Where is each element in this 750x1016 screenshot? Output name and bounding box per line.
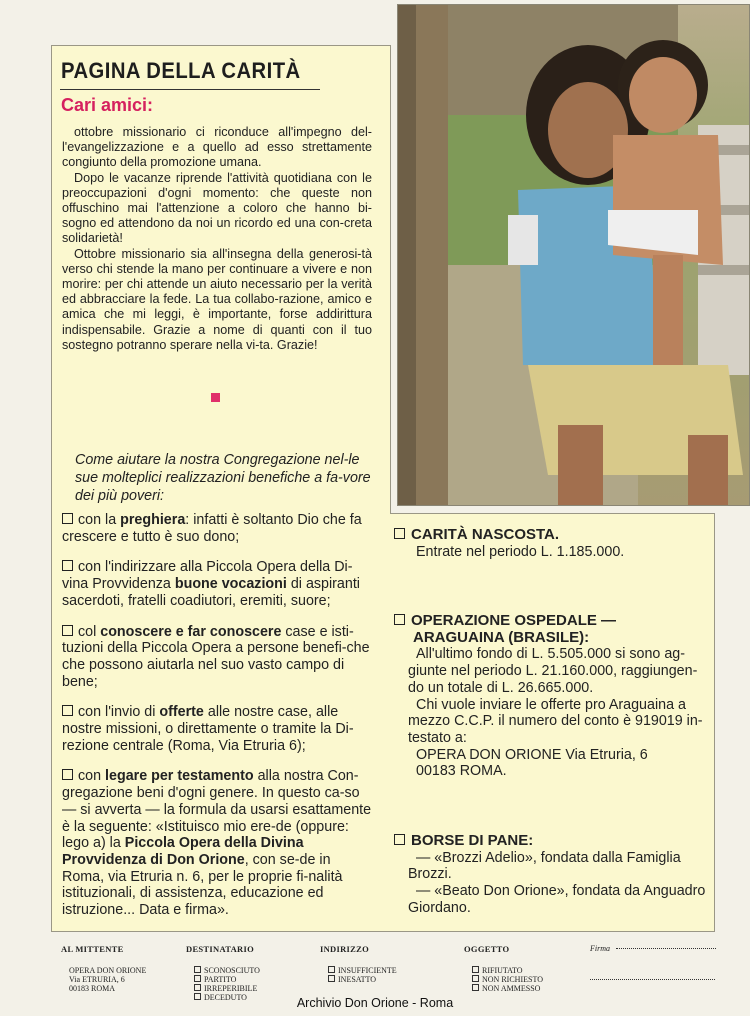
item-bold: legare per testamento (105, 768, 254, 785)
checkbox-icon (394, 528, 405, 539)
address-line: 00183 ROMA. (416, 763, 507, 780)
checkbox-icon (194, 966, 201, 973)
item-text: con l'invio di (78, 704, 160, 721)
footer-line: INESATTO (338, 975, 377, 984)
footer-line: 00183 ROMA (69, 984, 116, 993)
item-bold: Piccola Opera della Divina Provvidenza di Don Orione (62, 835, 304, 868)
section-title: CARITÀ NASCOSTA. (411, 526, 560, 543)
section-title: ARAGUAINA (BRASILE): (413, 628, 590, 646)
section-body: — «Beato Don Orione», fondata da Anguadro Giordano. (408, 883, 706, 916)
item-bold: buone vocazioni (174, 576, 287, 593)
checkbox-icon (328, 975, 335, 982)
footer-indirizzo (320, 944, 397, 984)
footer-line: SCONOSCIUTO (204, 966, 260, 975)
intro-paragraph: Dopo le vacanze riprende l'attività quotidiana con le preoccupazioni d'ogni momento: che queste non offuschino mai l'attenzione a coloro che hanno bi-sogno ed attendono da noi un ricordo ed una con-creta solidarietà! (62, 170, 372, 246)
firma-label: Firma (590, 944, 610, 953)
checkbox-icon (328, 966, 335, 973)
item-text: di aspiranti sacerdoti, fratelli coadiutori, eremiti, suore; (62, 576, 360, 609)
section-title: OPERAZIONE OSPEDALE — (411, 612, 617, 629)
signature-line-2 (590, 979, 715, 980)
item-text: : infatti è soltanto Dio che fa crescere e tutto è suo dono; (62, 512, 362, 545)
footer-heading: INDIRIZZO (320, 944, 369, 954)
item-text: case e isti-tuzioni della Piccola Opera a persone benefi-che che possono aiutarla nel suo vasto campo di bene; (62, 623, 370, 690)
item-text: alle nostre case, alle nostre missioni, o direttamente o tramite la Di-rezione centrale (Roma, Via Etruria 6); (62, 704, 354, 754)
footer-line: Via ETRURIA, 6 (69, 975, 125, 984)
section-operazione-ospedale (394, 613, 712, 780)
list-item (62, 768, 374, 918)
item-text: con l'indirizzare alla Piccola Opera della Di-vina Provvidenza (62, 559, 353, 593)
item-text: con (78, 768, 106, 785)
page-title: PAGINA DELLA CARITÀ (61, 58, 301, 83)
checkbox-icon (472, 966, 479, 973)
footer-line: OPERA DON ORIONE (69, 966, 147, 975)
title-underline (60, 89, 320, 90)
item-text: alla nostra Con-gregazione beni d'ogni genere. In questo ca-so — si avverta — la formula da usarsi esattamente è la seguente: «Istituisco mio ere-de (oppure: lego a) la (62, 768, 372, 852)
intro-paragraph: Ottobre missionario sia all'insegna della generosi-tà verso chi stende la mano per continuare a vivere e non morire: per chi attende un aiuto necessario per la verità ed abbracciare la fede. La tua collabo-razione, amico e amica che mi leggi, è importante, forse addirittura indispensabile. Grazie a nome di quanti con il tuo sostegno potranno sperare nella vi-ta. Grazie! (62, 246, 372, 352)
help-intro: Come aiutare la nostra Congregazione nel-le sue molteplici realizzazioni benefiche a fa-vore dei più poveri: (75, 452, 371, 504)
footer-destinatario (186, 944, 260, 1002)
section-body: Entrate nel periodo L. 1.185.000. (416, 543, 625, 560)
footer-mittente (61, 944, 146, 993)
checkbox-icon (62, 560, 73, 571)
item-bold: offerte (159, 704, 204, 721)
footer-line: NON AMMESSO (482, 984, 541, 993)
footer-line: DECEDUTO (204, 993, 247, 1002)
section-borse-di-pane (394, 833, 712, 917)
footer-line: IRREPERIBILE (204, 984, 258, 993)
intro-paragraph: ottobre missionario ci riconduce all'impegno del-l'evangelizzazione e a quello ad esso strettamente congiunto della promozione umana. (62, 125, 372, 170)
checkbox-icon (62, 513, 73, 524)
list-item (62, 704, 374, 754)
item-bold: preghiera (120, 512, 186, 528)
list-item (62, 512, 374, 545)
section-title: BORSE DI PANE: (411, 832, 534, 849)
checkbox-icon (394, 834, 405, 845)
item-text: con la (78, 512, 121, 528)
address-line: OPERA DON ORIONE Via Etruria, 6 (416, 746, 648, 763)
pink-square-ornament (211, 393, 220, 402)
checkbox-icon (62, 625, 73, 636)
list-item (62, 559, 374, 609)
signature-line (616, 948, 716, 949)
section-body: — «Brozzi Adelio», fondata dalla Famiglia Brozzi. (408, 849, 681, 883)
footer-heading: AL MITTENTE (61, 944, 124, 954)
list-item (62, 624, 374, 691)
footer-oggetto (464, 944, 543, 993)
intro-text (62, 125, 372, 353)
section-body: All'ultimo fondo di L. 5.505.000 si sono ag-giunte nel periodo L. 21.160.000, raggiungen-do un totale di L. 26.665.000. (408, 646, 698, 696)
footer-line: NON RICHIESTO (482, 975, 543, 984)
checkbox-icon (194, 984, 201, 991)
checkbox-icon (62, 705, 73, 716)
checkbox-icon (62, 769, 73, 780)
item-bold: conoscere e far conoscere (100, 623, 282, 640)
item-text: , con se-de in Roma, via Etruria n. 6, per le proprie fi-nalità istituzionali, di assistenza, educazione ed istruzione... Data e firma». (62, 851, 343, 919)
section-carita-nascosta (394, 527, 712, 560)
archive-caption: Archivio Don Orione - Roma (296, 996, 454, 1010)
checkbox-icon (194, 975, 201, 982)
item-text: col (78, 623, 101, 640)
section-body: Chi vuole inviare le offerte pro Araguaina a mezzo C.C.P. il numero del conto è 919019 in-testato a: (408, 696, 703, 746)
footer-firma (590, 944, 716, 953)
checkbox-icon (394, 614, 405, 625)
checkbox-icon (472, 975, 479, 982)
photo-children (397, 4, 750, 506)
footer-line: RIFIUTATO (482, 966, 523, 975)
footer-heading: OGGETTO (464, 944, 510, 954)
footer-line: INSUFFICIENTE (338, 966, 397, 975)
footer-line: PARTITO (204, 975, 237, 984)
footer-heading: DESTINATARIO (186, 944, 254, 954)
help-list (62, 512, 374, 933)
greeting: Cari amici: (61, 95, 154, 115)
checkbox-icon (472, 984, 479, 991)
